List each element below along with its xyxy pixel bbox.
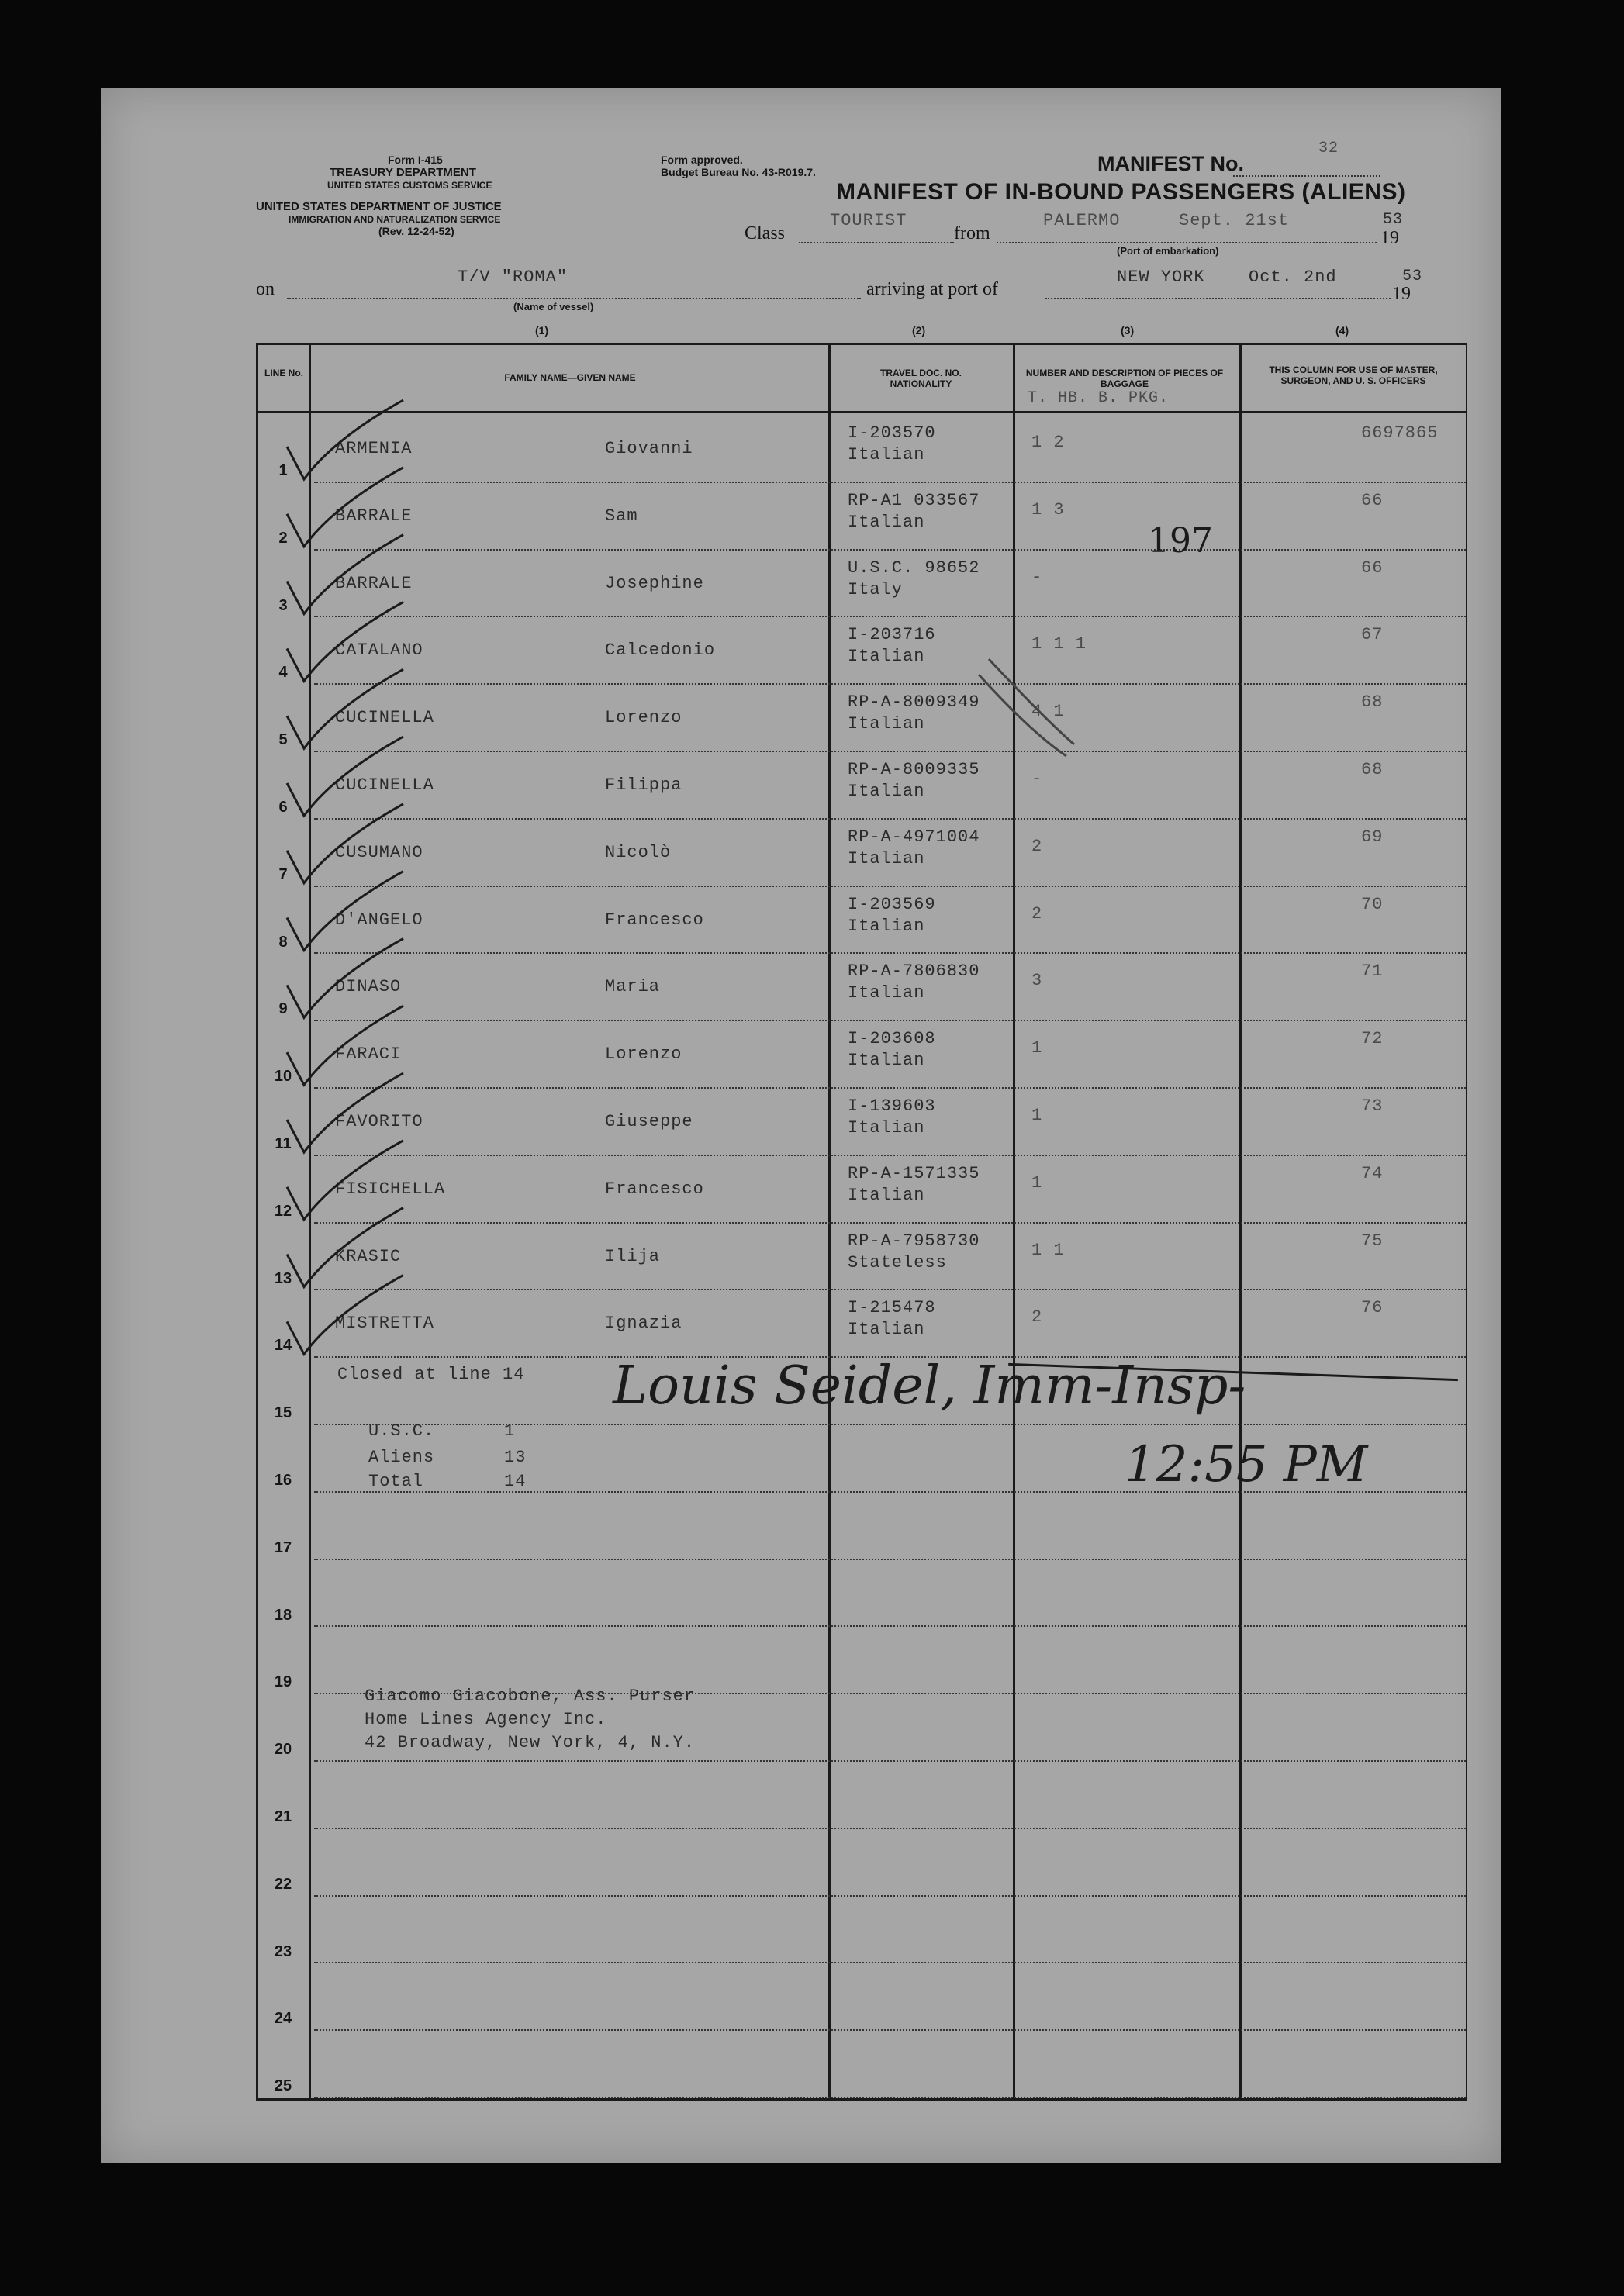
line-number: 1 (278, 462, 288, 479)
line-number: 20 (274, 1741, 292, 1759)
officer-note: 71 (1361, 962, 1384, 982)
arriving-label: arriving at port of (866, 279, 998, 299)
nationality: Italy (848, 579, 904, 599)
line-col-divider (309, 343, 311, 2101)
line-number: 25 (274, 2077, 292, 2095)
given-name: Lorenzo (605, 708, 682, 728)
travel-doc-no: I-139603 (848, 1096, 936, 1116)
from-date: Sept. 21st (1179, 211, 1290, 230)
line-number: 24 (274, 2010, 292, 2028)
manifest-title: MANIFEST OF IN-BOUND PASSENGERS (ALIENS) (836, 179, 1406, 205)
table-left-border (256, 343, 258, 2101)
line-number: 7 (278, 865, 288, 883)
on-label: on (256, 279, 275, 299)
travel-doc-no: RP-A-7806830 (848, 962, 980, 982)
row-divider (314, 1087, 1466, 1089)
travel-doc-no: RP-A-4971004 (848, 827, 980, 847)
from-line (997, 242, 1377, 243)
officer-note: 72 (1361, 1029, 1384, 1049)
nationality: Italian (848, 512, 925, 532)
from-port: PALERMO (1043, 211, 1121, 230)
manifest-no-value: 32 (1318, 140, 1339, 157)
nationality: Italian (848, 1185, 925, 1205)
nationality: Italian (848, 983, 925, 1003)
baggage-count: 1 (1031, 1106, 1043, 1125)
row-divider (314, 683, 1466, 685)
officer-note: 76 (1361, 1298, 1384, 1318)
nationality: Stateless (848, 1252, 947, 1272)
family-name: FAVORITO (335, 1112, 423, 1131)
row-divider (314, 886, 1466, 887)
travel-doc-no: I-215478 (848, 1298, 936, 1318)
officer-note: 74 (1361, 1163, 1384, 1183)
nationality: Italian (848, 848, 925, 868)
customs-service: UNITED STATES CUSTOMS SERVICE (327, 180, 492, 191)
row-divider (314, 952, 1466, 954)
baggage-count: 1 1 (1031, 1240, 1065, 1260)
row-divider (314, 1020, 1466, 1021)
row-divider (314, 1155, 1466, 1156)
row-divider (314, 482, 1466, 483)
col-header-officers: THIS COLUMN FOR USE OF MASTER, SURGEON, AND U. S. OFFICERS (1269, 364, 1438, 386)
officer-note: 66 (1361, 558, 1384, 578)
given-name: Giuseppe (605, 1112, 693, 1131)
given-name: Giovanni (605, 439, 693, 458)
travel-doc-no: I-203608 (848, 1029, 936, 1049)
baggage-count: 3 (1031, 971, 1043, 991)
given-name: Nicolò (605, 842, 672, 862)
travel-doc-no: RP-A-8009349 (848, 692, 980, 713)
given-name: Ilija (605, 1246, 661, 1266)
row-divider (314, 751, 1466, 752)
baggage-count: 1 2 (1031, 433, 1065, 452)
row-divider (314, 2029, 1466, 2031)
given-name: Francesco (605, 1179, 704, 1199)
col-header-baggage-sub: T. HB. B. PKG. (1028, 389, 1170, 407)
col-header-baggage: NUMBER AND DESCRIPTION OF PIECES OF BAGGAGE (1025, 368, 1224, 389)
form-approved: Form approved. (661, 154, 743, 166)
family-name: BARRALE (335, 506, 413, 526)
vessel-note: (Name of vessel) (513, 301, 594, 312)
given-name: Filippa (605, 775, 682, 795)
given-name: Francesco (605, 910, 704, 930)
table-top-border (256, 343, 1466, 345)
nationality: Italian (848, 1051, 925, 1071)
line-number: 18 (274, 1606, 292, 1624)
officer-note: 6697865 (1361, 423, 1439, 443)
given-name: Maria (605, 977, 661, 997)
row-divider (314, 1289, 1466, 1290)
family-name: CUCINELLA (335, 708, 434, 728)
line-number: 4 (278, 664, 288, 682)
line-number: 21 (274, 1808, 292, 1825)
arrival-line (1045, 298, 1391, 299)
class-value: TOURIST (830, 211, 907, 230)
class-line (799, 242, 954, 243)
line-number: 17 (274, 1538, 292, 1556)
family-name: DINASO (335, 977, 402, 997)
aliens-label: Aliens (368, 1448, 435, 1467)
aliens-value: 13 (504, 1448, 527, 1467)
line-number: 2 (278, 529, 288, 547)
nationality: Italian (848, 647, 925, 667)
given-name: Ignazia (605, 1314, 682, 1334)
baggage-count: 2 (1031, 836, 1043, 856)
col-number-3: (3) (1121, 324, 1135, 337)
travel-doc-no: I-203569 (848, 894, 936, 914)
handwritten-count: 197 (1148, 521, 1213, 561)
line-number: 3 (278, 596, 288, 614)
nationality: Italian (848, 1118, 925, 1138)
officer-note: 67 (1361, 625, 1384, 645)
row-divider (314, 1625, 1466, 1627)
given-name: Lorenzo (605, 1044, 682, 1065)
line-number: 5 (278, 731, 288, 749)
baggage-count: 1 (1031, 1038, 1043, 1058)
department-of-justice: UNITED STATES DEPARTMENT OF JUSTICE (256, 200, 502, 213)
line-number: 19 (274, 1673, 292, 1691)
class-label: Class (745, 223, 786, 243)
total-value: 14 (504, 1472, 527, 1491)
table-header-border (256, 411, 1466, 413)
travel-doc-no: I-203570 (848, 423, 936, 443)
line-number: 13 (274, 1269, 292, 1287)
nationality: Italian (848, 1320, 925, 1340)
col-number-2: (2) (912, 324, 926, 337)
given-name: Sam (605, 506, 638, 526)
baggage-count: - (1031, 567, 1043, 587)
nationality: Italian (848, 714, 925, 734)
line-number: 9 (278, 1000, 288, 1018)
vessel-name: T/V "ROMA" (458, 268, 568, 287)
line-number: 16 (274, 1472, 292, 1489)
arrival-date: Oct. 2nd (1249, 268, 1337, 287)
nationality: Italian (848, 782, 925, 801)
travel-doc-no: I-203716 (848, 625, 936, 645)
officer-note: 70 (1361, 894, 1384, 914)
line-number: 10 (274, 1068, 292, 1086)
line-number: 11 (275, 1135, 292, 1152)
form-number: Form I-415 (388, 154, 443, 166)
row-divider (314, 818, 1466, 820)
family-name: CUSUMANO (335, 842, 423, 862)
nationality: Italian (848, 445, 925, 464)
nationality: Italian (848, 916, 925, 936)
line-number: 22 (274, 1875, 292, 1893)
row-divider (314, 1760, 1466, 1762)
total-label: Total (368, 1472, 424, 1491)
row-divider (314, 1222, 1466, 1224)
family-name: BARRALE (335, 573, 413, 593)
treasury-department: TREASURY DEPARTMENT (330, 166, 476, 179)
line-number: 12 (274, 1202, 292, 1220)
table-right-border (1466, 343, 1467, 2101)
col-header-name: FAMILY NAME—GIVEN NAME (504, 372, 636, 383)
budget-bureau: Budget Bureau No. 43-R019.7. (661, 166, 816, 178)
col-number-1: (1) (535, 324, 549, 337)
travel-doc-no: U.S.C. 98652 (848, 558, 980, 578)
year-prefix-2: 19 (1392, 284, 1411, 304)
family-name: CATALANO (335, 640, 423, 661)
line-number: 6 (278, 799, 288, 816)
baggage-count: 2 (1031, 903, 1043, 924)
closed-at-line: Closed at line 14 (337, 1365, 525, 1384)
officer-note: 68 (1361, 760, 1384, 779)
officer-note: 68 (1361, 692, 1384, 713)
from-label: from (954, 223, 990, 243)
manifest-no-line (1233, 175, 1380, 177)
row-divider (314, 549, 1466, 551)
line-number: 8 (278, 933, 288, 951)
family-name: CUCINELLA (335, 775, 434, 795)
baggage-count: 1 (1031, 1172, 1043, 1193)
purser-line-3: 42 Broadway, New York, 4, N.Y. (365, 1733, 696, 1752)
col-number-4: (4) (1335, 324, 1349, 337)
col-header-travel: TRAVEL DOC. NO. NATIONALITY (880, 368, 962, 389)
row-divider (314, 616, 1466, 617)
travel-doc-no: RP-A-8009335 (848, 760, 980, 779)
family-name: MISTRETTA (335, 1314, 434, 1334)
vessel-line (287, 298, 861, 299)
usc-value: 1 (504, 1421, 516, 1441)
officer-note: 75 (1361, 1231, 1384, 1251)
handwritten-time: 12:55 PM (1125, 1436, 1368, 1493)
officer-note: 73 (1361, 1096, 1384, 1116)
arrival-port: NEW YORK (1117, 268, 1205, 287)
baggage-count: - (1031, 769, 1043, 789)
given-name: Calcedonio (605, 640, 716, 661)
row-divider (314, 1828, 1466, 1829)
row-divider (314, 1424, 1466, 1425)
usc-label: U.S.C. (368, 1421, 435, 1441)
baggage-count: 4 1 (1031, 702, 1065, 722)
row-divider (314, 1895, 1466, 1897)
line-number: 14 (274, 1337, 292, 1355)
line-number: 15 (274, 1404, 292, 1422)
year-suffix-1: 53 (1383, 211, 1404, 229)
manifest-no-label: MANIFEST No. (1097, 152, 1244, 175)
col-header-line: LINE No. (264, 368, 303, 378)
purser-line-2: Home Lines Agency Inc. (365, 1710, 607, 1729)
row-divider (314, 1559, 1466, 1560)
year-suffix-2: 53 (1402, 268, 1423, 285)
travel-doc-no: RP-A-7958730 (848, 1231, 980, 1251)
family-name: FISICHELLA (335, 1179, 446, 1199)
immigration-service: IMMIGRATION AND NATURALIZATION SERVICE (289, 214, 501, 225)
family-name: KRASIC (335, 1246, 402, 1266)
port-embarkation-note: (Port of embarkation) (1117, 245, 1219, 257)
inspector-signature: Louis Seidel, Imm-Insp- (613, 1355, 1246, 1417)
officer-note: 69 (1361, 827, 1384, 847)
line-number: 23 (274, 1942, 292, 1960)
baggage-count: 1 3 (1031, 499, 1065, 520)
officer-note: 66 (1361, 490, 1384, 510)
given-name: Josephine (605, 573, 704, 593)
baggage-count: 2 (1031, 1307, 1043, 1328)
family-name: FARACI (335, 1044, 402, 1065)
revision-date: (Rev. 12-24-52) (378, 225, 454, 237)
year-prefix-1: 19 (1380, 228, 1399, 248)
purser-line-1: Giacomo Giacobone, Ass. Purser (365, 1687, 696, 1706)
family-name: D'ANGELO (335, 910, 423, 930)
family-name: ARMENIA (335, 439, 413, 458)
table-bottom-border (256, 2098, 1466, 2101)
baggage-count: 1 1 1 (1031, 634, 1087, 654)
row-divider (314, 1962, 1466, 1963)
travel-doc-no: RP-A-1571335 (848, 1163, 980, 1183)
row-divider (314, 2097, 1466, 2098)
travel-doc-no: RP-A1 033567 (848, 490, 980, 510)
